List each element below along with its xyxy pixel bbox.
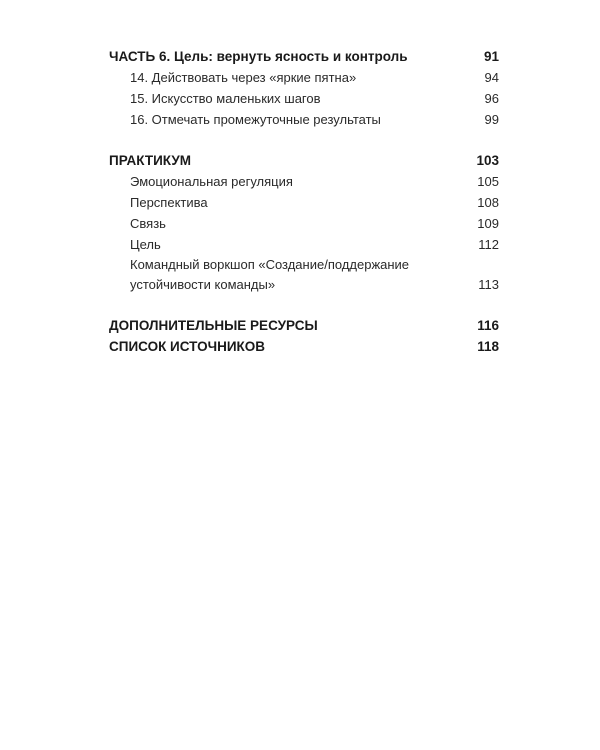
toc-entry-title: 14. Действовать через «яркие пятна» [130,70,357,85]
toc-entry-title: Связь [130,216,166,231]
toc-entry-title: Перспектива [130,195,208,210]
toc-page-number: 94 [484,70,499,85]
toc-entry-connection[interactable] [109,213,499,234]
toc-entry-title: ЧАСТЬ 6. Цель: вернуть ясность и контроль [109,49,408,64]
toc-entry-title-line-2: устойчивости команды» [130,277,276,292]
toc-page-number: 109 [477,216,499,231]
toc-entry-part-6[interactable] [109,46,499,67]
toc-entry-title: СПИСОК ИСТОЧНИКОВ [109,339,266,354]
toc-page-number: 108 [477,195,499,210]
toc-page-number: 91 [483,49,499,64]
toc-entry-practicum[interactable] [109,150,499,171]
toc-entry-additional-resources[interactable] [109,315,499,336]
toc-entry-title: Цель [130,237,161,252]
toc-page-number: 105 [477,174,499,189]
section-spacer [109,295,499,315]
toc-entry-title: 16. Отмечать промежуточные результаты [130,112,381,127]
toc-entry-title: Эмоциональная регуляция [130,174,293,189]
toc-page-number: 103 [476,153,499,168]
toc-page-number: 96 [484,91,499,106]
toc-page-number: 113 [478,277,499,292]
toc-page-number: 99 [484,112,499,127]
table-of-contents [109,46,499,357]
toc-entry-goal[interactable] [109,234,499,255]
toc-page-number: 118 [477,339,499,354]
toc-entry-perspective[interactable] [109,192,499,213]
toc-entry-references[interactable] [109,336,499,357]
toc-entry-title-line-1: Командный воркшоп «Создание/поддержание [130,257,410,272]
toc-entry-team-workshop[interactable] [109,255,499,295]
toc-entry-emotional-regulation[interactable] [109,171,499,192]
toc-page-number: 116 [477,318,499,333]
toc-page-number: 112 [478,237,499,252]
toc-entry-title: ДОПОЛНИТЕЛЬНЫЕ РЕСУРСЫ [109,318,318,333]
toc-entry-chapter-15[interactable] [109,88,499,109]
toc-entry-chapter-16[interactable] [109,109,499,130]
toc-entry-title: ПРАКТИКУМ [109,153,192,168]
section-spacer [109,130,499,150]
toc-entry-chapter-14[interactable] [109,67,499,88]
toc-entry-title [109,255,469,295]
toc-entry-title: 15. Искусство маленьких шагов [130,91,321,106]
